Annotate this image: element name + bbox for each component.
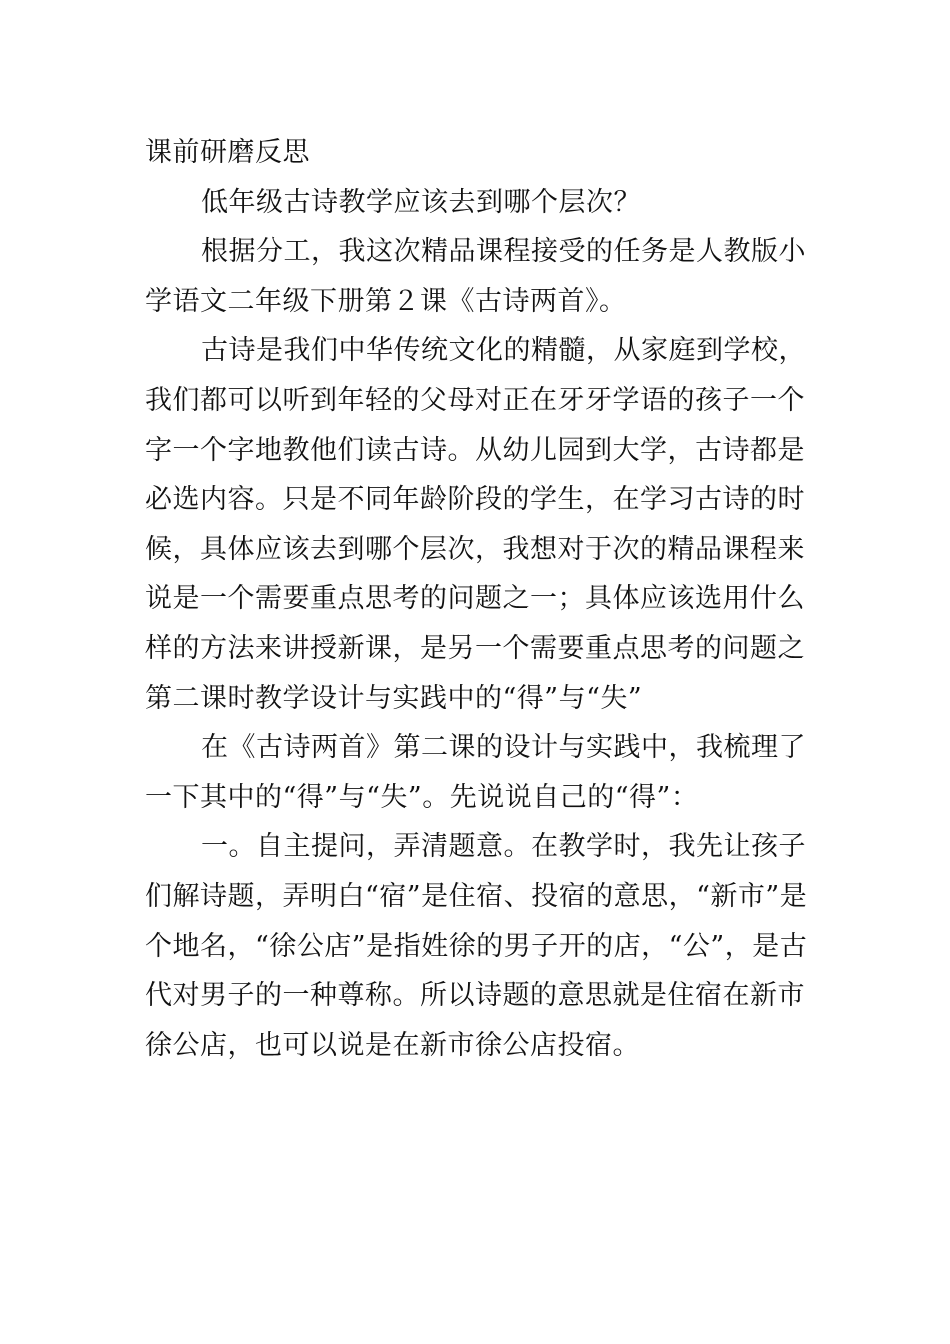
paragraph-gains-losses: 在《古诗两首》第二课的设计与实践中，我梳理了一下其中的“得”与“失”。先说说自己的“得”： — [145, 732, 806, 813]
document-body — [145, 128, 810, 1070]
paragraph-task: 根据分工，我这次精品课程接受的任务是人教版小学语文二年级下册第２课《古诗两首》。 — [145, 236, 806, 317]
section-heading-second-lesson: 第二课时教学设计与实践中的“得”与“失” — [145, 682, 643, 714]
section-heading-reflection: 课前研磨反思 — [145, 137, 310, 168]
paragraph-ancient-poetry: 古诗是我们中华传统文化的精髓，从家庭到学校，我们都可以听到年轻的父母对正在牙牙学语的孩子一个字一个字地教他们读古诗。从幼儿园到大学，古诗都是必选内容。只是不同年龄阶段的学生，在学习古诗的时候，具体应该去到哪个层次，我想对于次的精品课程来说是一个需要重点思考的问题之一；具体应该选用什么样的方法来讲授新课，是另一个需要重点思考的问题之 — [145, 335, 806, 664]
paragraph-question: 低年级古诗教学应该去到哪个层次？ — [201, 186, 641, 218]
paragraph-self-questioning: 一。自主提问，弄清题意。在教学时，我先让孩子们解诗题，弄明白“宿”是住宿、投宿的意思，“新市”是个地名，“徐公店”是指姓徐的男子开的店，“公”，是古代对男子的一种尊称。所以诗题的意思就是住宿在新市徐公店，也可以说是在新市徐公店投宿。 — [145, 831, 808, 1061]
